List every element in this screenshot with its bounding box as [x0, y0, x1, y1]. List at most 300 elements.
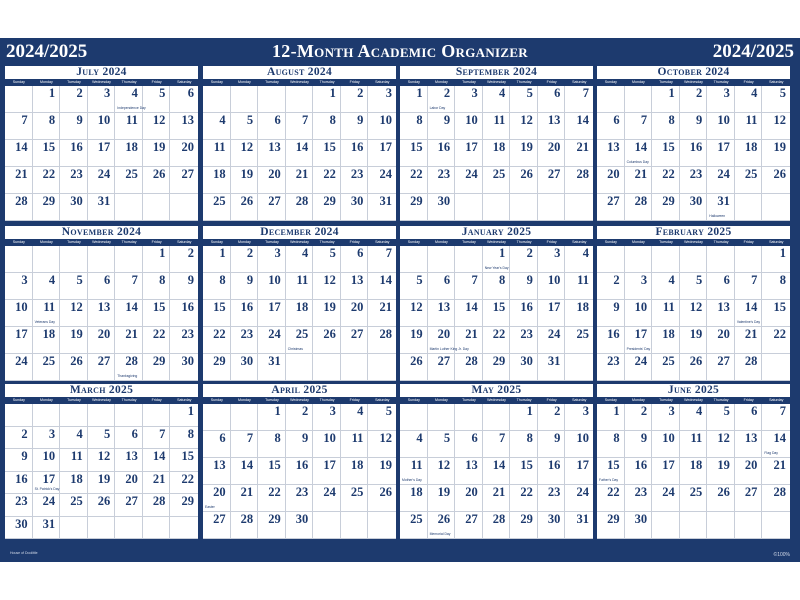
day-number: 8: [329, 113, 336, 127]
weekday-label: Tuesday: [462, 240, 476, 244]
day-cell: [652, 431, 680, 458]
day-cell: [538, 246, 566, 273]
day-number: 23: [295, 485, 309, 499]
day-number: 4: [357, 404, 364, 418]
day-cell: [341, 246, 369, 273]
day-cell: [735, 167, 763, 194]
day-cell: [483, 86, 511, 113]
day-number: 7: [246, 431, 254, 445]
day-number: 18: [662, 327, 675, 341]
day-cell: [597, 512, 625, 539]
day-cell: [313, 167, 341, 194]
day-number: 26: [323, 327, 336, 341]
weekday-label: Tuesday: [265, 398, 279, 402]
day-number: 20: [125, 471, 138, 486]
weekday-header-row: [597, 79, 790, 86]
day-number: 30: [634, 512, 648, 526]
day-number: 8: [613, 431, 620, 445]
day-cell: [762, 86, 790, 113]
day-cell: [143, 354, 171, 381]
day-cell: [231, 327, 259, 354]
day-number: 3: [385, 86, 392, 100]
day-cell: [597, 404, 625, 431]
day-cell: [565, 512, 593, 539]
day-cell: [88, 86, 116, 113]
day-cell: [203, 354, 231, 381]
day-number: 25: [492, 167, 506, 181]
day-number: 5: [416, 273, 423, 287]
weekday-label: Monday: [237, 80, 251, 84]
month-title: January 2025: [461, 226, 532, 238]
day-number: 22: [607, 485, 620, 499]
holiday-note: Flag Day: [764, 451, 778, 455]
day-cell: [33, 517, 61, 540]
day-cell: [33, 273, 61, 300]
weekday-label: Wednesday: [290, 398, 309, 402]
weekday-label: Friday: [151, 398, 162, 402]
weekday-label: Thursday: [516, 240, 532, 244]
day-number: 6: [219, 431, 226, 445]
day-cell: [313, 327, 341, 354]
day-number: 5: [159, 86, 166, 100]
weekday-header-row: [5, 239, 198, 246]
weekday-label: Sunday: [12, 240, 25, 244]
day-number: 11: [662, 300, 675, 314]
day-cell: [400, 140, 428, 167]
day-cell: [565, 167, 593, 194]
day-cell: [313, 273, 341, 300]
day-cell: [510, 458, 538, 485]
weekday-header-row: [5, 397, 198, 404]
day-cell: [143, 86, 171, 113]
holiday-note: Columbus Day: [626, 160, 649, 164]
day-number: 10: [268, 273, 281, 287]
day-cell: [597, 194, 625, 221]
day-cell: [286, 86, 314, 113]
day-number: 16: [70, 140, 83, 154]
day-number: 13: [350, 273, 364, 287]
day-number: 31: [379, 194, 392, 208]
day-number: 29: [213, 354, 226, 368]
day-cell: [170, 194, 198, 221]
weekday-label: Monday: [631, 398, 645, 402]
day-number: 15: [42, 140, 56, 154]
planner-board: [0, 38, 800, 562]
day-cell: [538, 354, 566, 381]
day-number: 4: [416, 431, 423, 445]
day-cell: [597, 273, 625, 300]
day-number: 10: [97, 113, 111, 127]
day-cell: [597, 354, 625, 381]
day-cell: [400, 485, 428, 512]
holiday-note: Labor Day: [429, 106, 446, 110]
weekday-label: Thursday: [319, 398, 335, 402]
day-cell: [5, 427, 33, 450]
day-cell: [286, 327, 314, 354]
year-label-left: 2024/2025: [6, 41, 88, 62]
day-cell: [538, 404, 566, 431]
day-cell: [625, 273, 653, 300]
day-number: 12: [323, 273, 336, 287]
weekday-label: Monday: [631, 240, 645, 244]
month-title: July 2024: [76, 66, 127, 78]
day-number: 9: [246, 273, 254, 287]
day-number: 21: [492, 485, 506, 499]
day-number: 23: [689, 167, 703, 181]
weekday-label: Tuesday: [462, 398, 476, 402]
day-cell: [625, 512, 653, 539]
day-number: 1: [779, 246, 786, 260]
month-panel: [400, 66, 593, 221]
day-number: 22: [492, 327, 506, 341]
day-number: 25: [350, 485, 364, 499]
day-cell: [625, 354, 653, 381]
day-number: 18: [350, 458, 364, 472]
day-cell: [313, 485, 341, 512]
day-number: 5: [443, 431, 451, 445]
day-cell: [368, 300, 396, 327]
day-number: 26: [410, 354, 423, 368]
day-number: 12: [379, 431, 392, 445]
day-number: 24: [465, 167, 478, 181]
day-number: 10: [576, 431, 589, 445]
day-cell: [625, 140, 653, 167]
day-cell: [428, 194, 456, 221]
day-number: 12: [437, 458, 451, 472]
day-cell: [170, 472, 198, 495]
day-number: 28: [744, 354, 758, 368]
weekday-label: Sunday: [604, 398, 617, 402]
day-cell: [313, 113, 341, 140]
day-number: 14: [492, 458, 506, 472]
weekday-label: Wednesday: [487, 398, 506, 402]
day-number: 2: [554, 404, 561, 418]
day-number: 28: [576, 167, 589, 181]
day-cell: [652, 485, 680, 512]
day-cell: [455, 273, 483, 300]
day-number: 12: [240, 140, 254, 154]
day-number: 28: [152, 494, 166, 508]
day-cell: [428, 86, 456, 113]
day-cell: [400, 113, 428, 140]
day-cell: [33, 194, 61, 221]
month-panel: [5, 66, 198, 221]
weekday-label: Wednesday: [290, 240, 309, 244]
day-cell: [538, 431, 566, 458]
day-cell: [368, 167, 396, 194]
day-cell: [286, 167, 314, 194]
day-cell: [170, 273, 198, 300]
weekday-label: Monday: [237, 398, 251, 402]
day-number: 22: [181, 471, 194, 486]
day-number: 26: [97, 494, 111, 508]
day-cell: [203, 273, 231, 300]
day-number: 2: [526, 246, 533, 260]
day-cell: [313, 140, 341, 167]
day-number: 24: [717, 167, 730, 181]
day-number: 7: [640, 113, 648, 127]
day-number: 18: [689, 458, 703, 472]
day-number: 14: [125, 300, 138, 314]
day-number: 8: [779, 273, 786, 287]
day-number: 27: [181, 167, 194, 181]
day-number: 27: [268, 194, 281, 208]
month-title: October 2024: [657, 66, 730, 78]
day-number: 22: [42, 167, 56, 181]
day-cell: [455, 458, 483, 485]
weekday-label: Saturday: [572, 398, 587, 402]
day-number: 23: [607, 354, 620, 368]
day-cell: [231, 167, 259, 194]
day-number: 29: [492, 354, 506, 368]
day-cell: [762, 140, 790, 167]
day-number: 16: [437, 140, 451, 154]
day-cell: [455, 140, 483, 167]
day-number: 14: [576, 113, 589, 127]
day-cell: [313, 300, 341, 327]
day-number: 16: [240, 300, 254, 314]
day-cell: [400, 273, 428, 300]
day-number: 20: [350, 300, 364, 314]
holiday-note: Easter: [205, 505, 215, 509]
day-number: 18: [42, 327, 56, 341]
day-cell: [597, 246, 625, 273]
day-number: 4: [76, 426, 83, 441]
day-number: 29: [42, 194, 56, 208]
day-number: 22: [410, 167, 423, 181]
day-cell: [368, 458, 396, 485]
day-cell: [735, 246, 763, 273]
day-number: 7: [131, 273, 138, 287]
day-number: 28: [240, 512, 254, 526]
day-cell: [286, 273, 314, 300]
day-cell: [400, 512, 428, 539]
day-cell: [286, 512, 314, 539]
day-number: 25: [42, 354, 56, 368]
day-cell: [341, 194, 369, 221]
day-cell: [652, 86, 680, 113]
weekday-label: Tuesday: [659, 398, 673, 402]
day-number: 24: [268, 327, 281, 341]
day-cell: [231, 512, 259, 539]
day-cell: [60, 404, 88, 427]
day-number: 27: [717, 354, 730, 368]
day-cell: [707, 140, 735, 167]
day-cell: [33, 427, 61, 450]
day-number: 3: [471, 86, 478, 100]
day-cell: [231, 300, 259, 327]
holiday-note: Martin Luther King Jr. Day: [429, 347, 469, 351]
day-number: 17: [662, 458, 675, 472]
weekday-label: Thursday: [713, 240, 729, 244]
day-cell: [510, 404, 538, 431]
weekday-label: Thursday: [121, 398, 137, 402]
day-number: 19: [323, 300, 336, 314]
day-cell: [510, 327, 538, 354]
day-number: 29: [410, 194, 423, 208]
day-number: 20: [97, 327, 111, 341]
weekday-label: Thursday: [319, 240, 335, 244]
day-cell: [680, 327, 708, 354]
day-cell: [258, 431, 286, 458]
holiday-note: Christmas: [287, 347, 303, 351]
day-cell: [170, 449, 198, 472]
day-number: 26: [689, 354, 703, 368]
day-cell: [60, 449, 88, 472]
day-cell: [652, 167, 680, 194]
day-number: 17: [547, 300, 561, 314]
day-cell: [483, 167, 511, 194]
day-number: 21: [240, 485, 254, 499]
day-cell: [88, 472, 116, 495]
day-cell: [652, 194, 680, 221]
day-number: 6: [443, 273, 451, 287]
day-number: 13: [547, 113, 561, 127]
day-cell: [565, 194, 593, 221]
day-number: 19: [97, 471, 111, 486]
day-cell: [60, 300, 88, 327]
weekday-label: Friday: [743, 240, 754, 244]
day-number: 8: [499, 273, 506, 287]
day-number: 24: [97, 167, 111, 181]
day-cell: [428, 300, 456, 327]
day-number: 31: [42, 516, 56, 531]
day-cell: [538, 194, 566, 221]
weekday-label: Wednesday: [487, 240, 506, 244]
day-number: 15: [152, 300, 166, 314]
day-number: 10: [717, 113, 730, 127]
day-cell: [33, 472, 61, 495]
day-cell: [33, 113, 61, 140]
holiday-note: Thanksgiving: [117, 374, 138, 378]
day-number: 12: [520, 113, 533, 127]
day-number: 17: [97, 140, 111, 154]
day-cell: [33, 140, 61, 167]
day-cell: [286, 113, 314, 140]
day-cell: [231, 431, 259, 458]
day-cell: [597, 485, 625, 512]
day-number: 13: [437, 300, 451, 314]
day-number: 13: [213, 458, 226, 472]
day-number: 2: [302, 404, 309, 418]
day-number: 10: [634, 300, 648, 314]
day-number: 31: [717, 194, 730, 208]
day-cell: [203, 512, 231, 539]
weekday-label: Saturday: [375, 80, 390, 84]
day-number: 25: [689, 485, 703, 499]
day-number: 19: [410, 327, 423, 341]
day-cell: [258, 485, 286, 512]
day-cell: [231, 113, 259, 140]
weekday-label: Friday: [349, 80, 360, 84]
day-cell: [597, 431, 625, 458]
day-cell: [33, 404, 61, 427]
day-cell: [680, 458, 708, 485]
day-number: 28: [125, 354, 138, 368]
day-number: 3: [640, 273, 648, 287]
day-number: 27: [465, 512, 478, 526]
day-cell: [5, 273, 33, 300]
day-number: 25: [70, 494, 83, 508]
year-label-right: 2024/2025: [712, 41, 794, 62]
day-cell: [707, 113, 735, 140]
month-title: December 2024: [260, 226, 339, 238]
day-cell: [231, 485, 259, 512]
day-number: 17: [379, 140, 392, 154]
weekday-label: Saturday: [769, 398, 784, 402]
day-number: 11: [126, 113, 138, 127]
day-cell: [707, 246, 735, 273]
day-cell: [735, 404, 763, 431]
day-number: 26: [379, 485, 392, 499]
day-cell: [313, 86, 341, 113]
day-cell: [510, 512, 538, 539]
day-number: 9: [613, 300, 620, 314]
day-number: 2: [443, 86, 451, 100]
day-cell: [341, 113, 369, 140]
month-panel: [597, 384, 790, 539]
day-cell: [735, 273, 763, 300]
day-number: 6: [751, 404, 758, 418]
day-cell: [203, 140, 231, 167]
day-cell: [60, 167, 88, 194]
day-number: 5: [246, 113, 254, 127]
day-cell: [625, 431, 653, 458]
day-number: 5: [696, 273, 703, 287]
day-cell: [510, 86, 538, 113]
month-title: March 2025: [69, 384, 134, 396]
month-title: February 2025: [655, 226, 732, 238]
day-number: 14: [465, 300, 478, 314]
day-number: 7: [385, 246, 392, 260]
day-cell: [707, 194, 735, 221]
day-cell: [368, 113, 396, 140]
day-number: 19: [240, 167, 254, 181]
weekday-label: Wednesday: [684, 240, 703, 244]
day-cell: [170, 517, 198, 540]
weekday-label: Wednesday: [92, 398, 111, 402]
day-number: 14: [240, 458, 254, 472]
day-cell: [707, 431, 735, 458]
day-cell: [88, 194, 116, 221]
day-cell: [33, 449, 61, 472]
weekday-label: Sunday: [210, 398, 223, 402]
day-number: 11: [43, 300, 56, 314]
day-number: 15: [773, 300, 786, 314]
day-grid: [400, 404, 593, 539]
month-panel: [400, 226, 593, 381]
day-number: 3: [723, 86, 730, 100]
day-number: 28: [295, 194, 309, 208]
weekday-header-row: [203, 397, 396, 404]
day-number: 22: [520, 485, 533, 499]
weekday-label: Thursday: [121, 80, 137, 84]
day-number: 22: [662, 167, 675, 181]
weekday-label: Friday: [151, 240, 162, 244]
day-number: 10: [662, 431, 675, 445]
month-title: May 2025: [471, 384, 522, 396]
day-number: 6: [613, 113, 620, 127]
weekday-label: Wednesday: [290, 80, 309, 84]
day-cell: [400, 458, 428, 485]
day-cell: [313, 404, 341, 431]
day-number: 17: [465, 140, 478, 154]
day-number: 6: [471, 431, 478, 445]
weekday-label: Tuesday: [462, 80, 476, 84]
day-cell: [368, 404, 396, 431]
day-number: 9: [640, 431, 648, 445]
day-number: 22: [152, 327, 166, 341]
